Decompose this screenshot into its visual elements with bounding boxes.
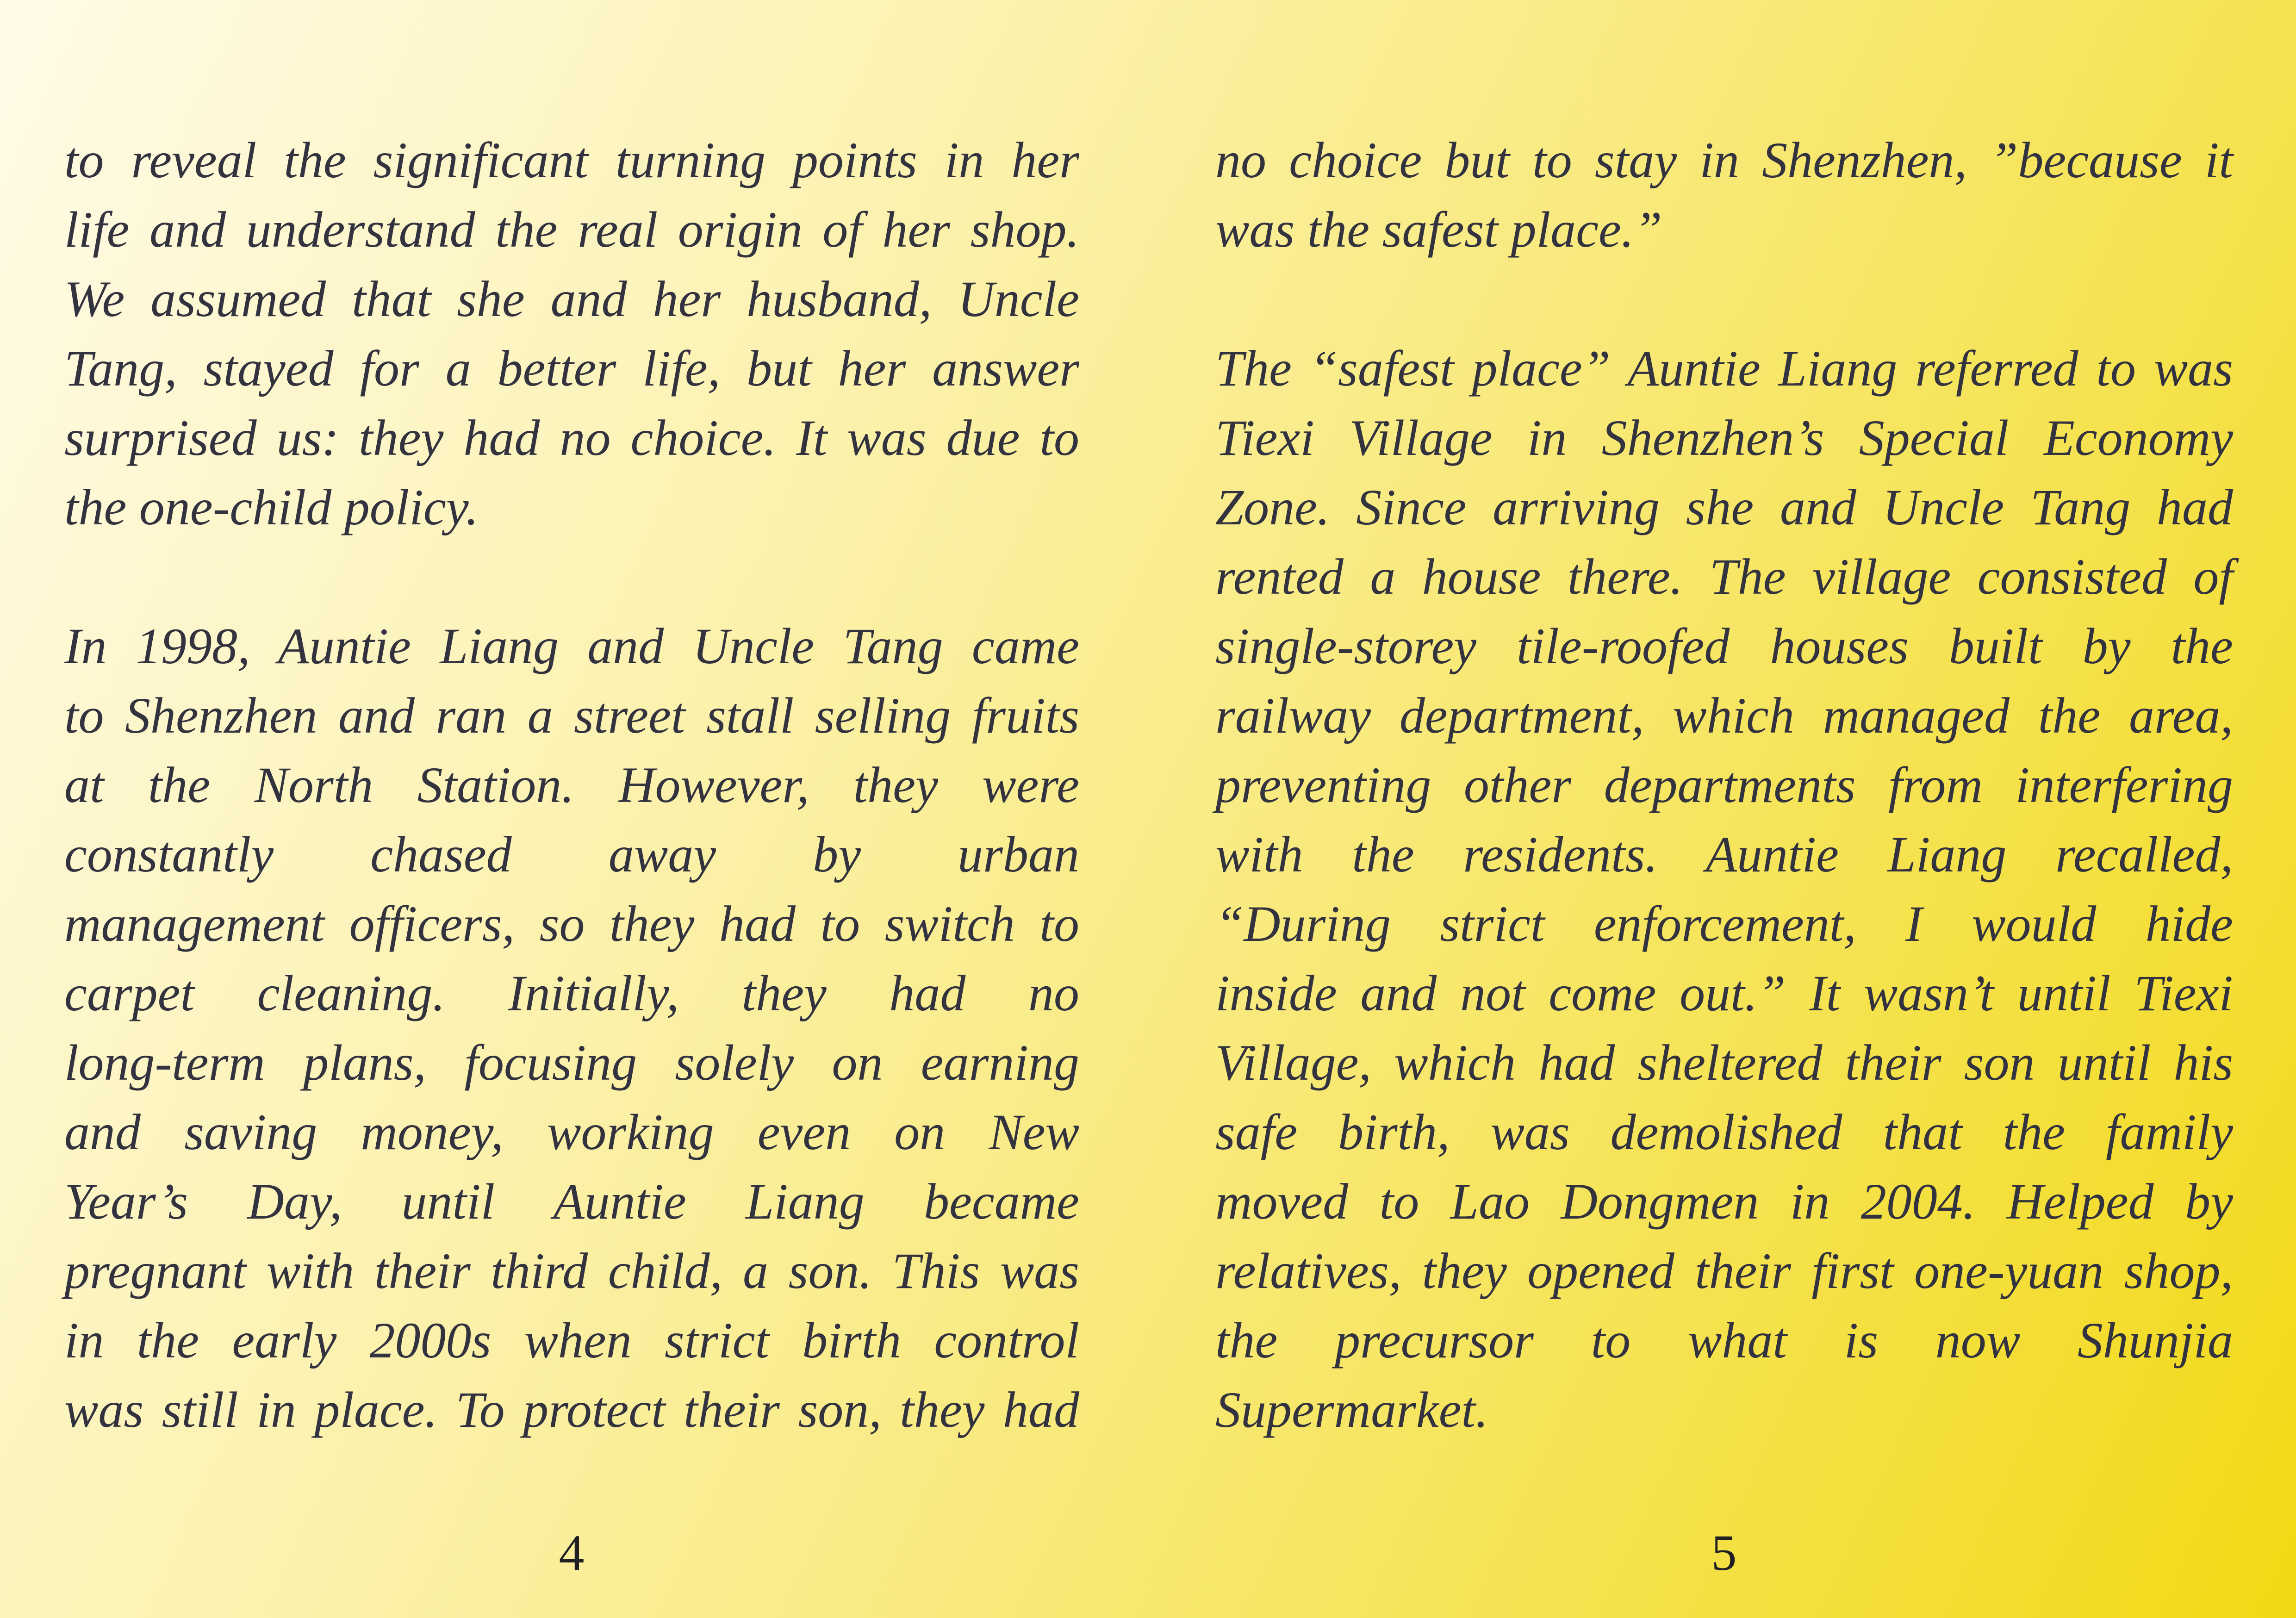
text-line: inside and not come out.” It wasn’t until Tiexi — [1215, 965, 2233, 1021]
text-line: constantly chased away by urban — [64, 826, 1079, 883]
paragraph — [1215, 125, 2233, 264]
text-line: to reveal the significant turning points in her — [64, 132, 1079, 188]
text-line: Supermarket. — [1215, 1382, 1488, 1438]
text-line: was the safest place.” — [1215, 201, 1662, 258]
text-line: pregnant with their third child, a son. This was — [64, 1243, 1079, 1299]
text-line: single-storey tile-roofed houses built by the — [1215, 618, 2233, 674]
paragraph — [64, 611, 1079, 1444]
page-right — [1148, 0, 2296, 1618]
paragraph — [64, 125, 1079, 542]
text-line: We assumed that she and her husband, Uncle — [64, 271, 1079, 327]
text-line: The “safest place” Auntie Liang referred to was — [1215, 340, 2233, 397]
text-line: was still in place. To protect their son, they had — [64, 1382, 1079, 1438]
text-line: the precursor to what is now Shunjia — [1215, 1312, 2233, 1369]
text-line: to Shenzhen and ran a street stall selling fruits — [64, 687, 1079, 744]
text-line: management officers, so they had to switch to — [64, 896, 1079, 952]
text-line: at the North Station. However, they were — [64, 757, 1079, 813]
page-number: 5 — [1711, 1525, 1737, 1581]
text-line: life and understand the real origin of her shop. — [64, 201, 1079, 258]
text-line: relatives, they opened their first one-yuan shop, — [1215, 1243, 2233, 1299]
text-line: safe birth, was demolished that the family — [1215, 1104, 2233, 1160]
text-line: railway department, which managed the area, — [1215, 687, 2233, 744]
text-line: in the early 2000s when strict birth control — [64, 1312, 1079, 1369]
page-number: 4 — [559, 1525, 585, 1581]
text-line: long-term plans, focusing solely on earning — [64, 1034, 1079, 1091]
text-line: Year’s Day, until Auntie Liang became — [64, 1173, 1079, 1230]
text-line: with the residents. Auntie Liang recalled, — [1215, 826, 2233, 883]
text-line: Village, which had sheltered their son until his — [1215, 1034, 2233, 1091]
text-line: moved to Lao Dongmen in 2004. Helped by — [1215, 1173, 2233, 1230]
text-line: surprised us: they had no choice. It was due to — [64, 410, 1079, 466]
text-line: carpet cleaning. Initially, they had no — [64, 965, 1079, 1021]
text-line: Tiexi Village in Shenzhen’s Special Economy — [1215, 410, 2233, 466]
paragraph — [1215, 334, 2233, 1444]
text-line: Tang, stayed for a better life, but her answer — [64, 340, 1079, 397]
text-line: “During strict enforcement, I would hide — [1215, 896, 2233, 952]
text-line: In 1998, Auntie Liang and Uncle Tang came — [64, 618, 1079, 674]
text-line: and saving money, working even on New — [64, 1104, 1079, 1160]
text-column — [64, 125, 1079, 1444]
text-column — [1215, 125, 2233, 1444]
text-line: the one-child policy. — [64, 479, 479, 535]
text-line: Zone. Since arriving she and Uncle Tang had — [1215, 479, 2233, 535]
text-line: no choice but to stay in Shenzhen, ”because it — [1215, 132, 2233, 188]
text-line: preventing other departments from interfering — [1215, 757, 2233, 813]
text-line: rented a house there. The village consisted of — [1215, 548, 2233, 605]
